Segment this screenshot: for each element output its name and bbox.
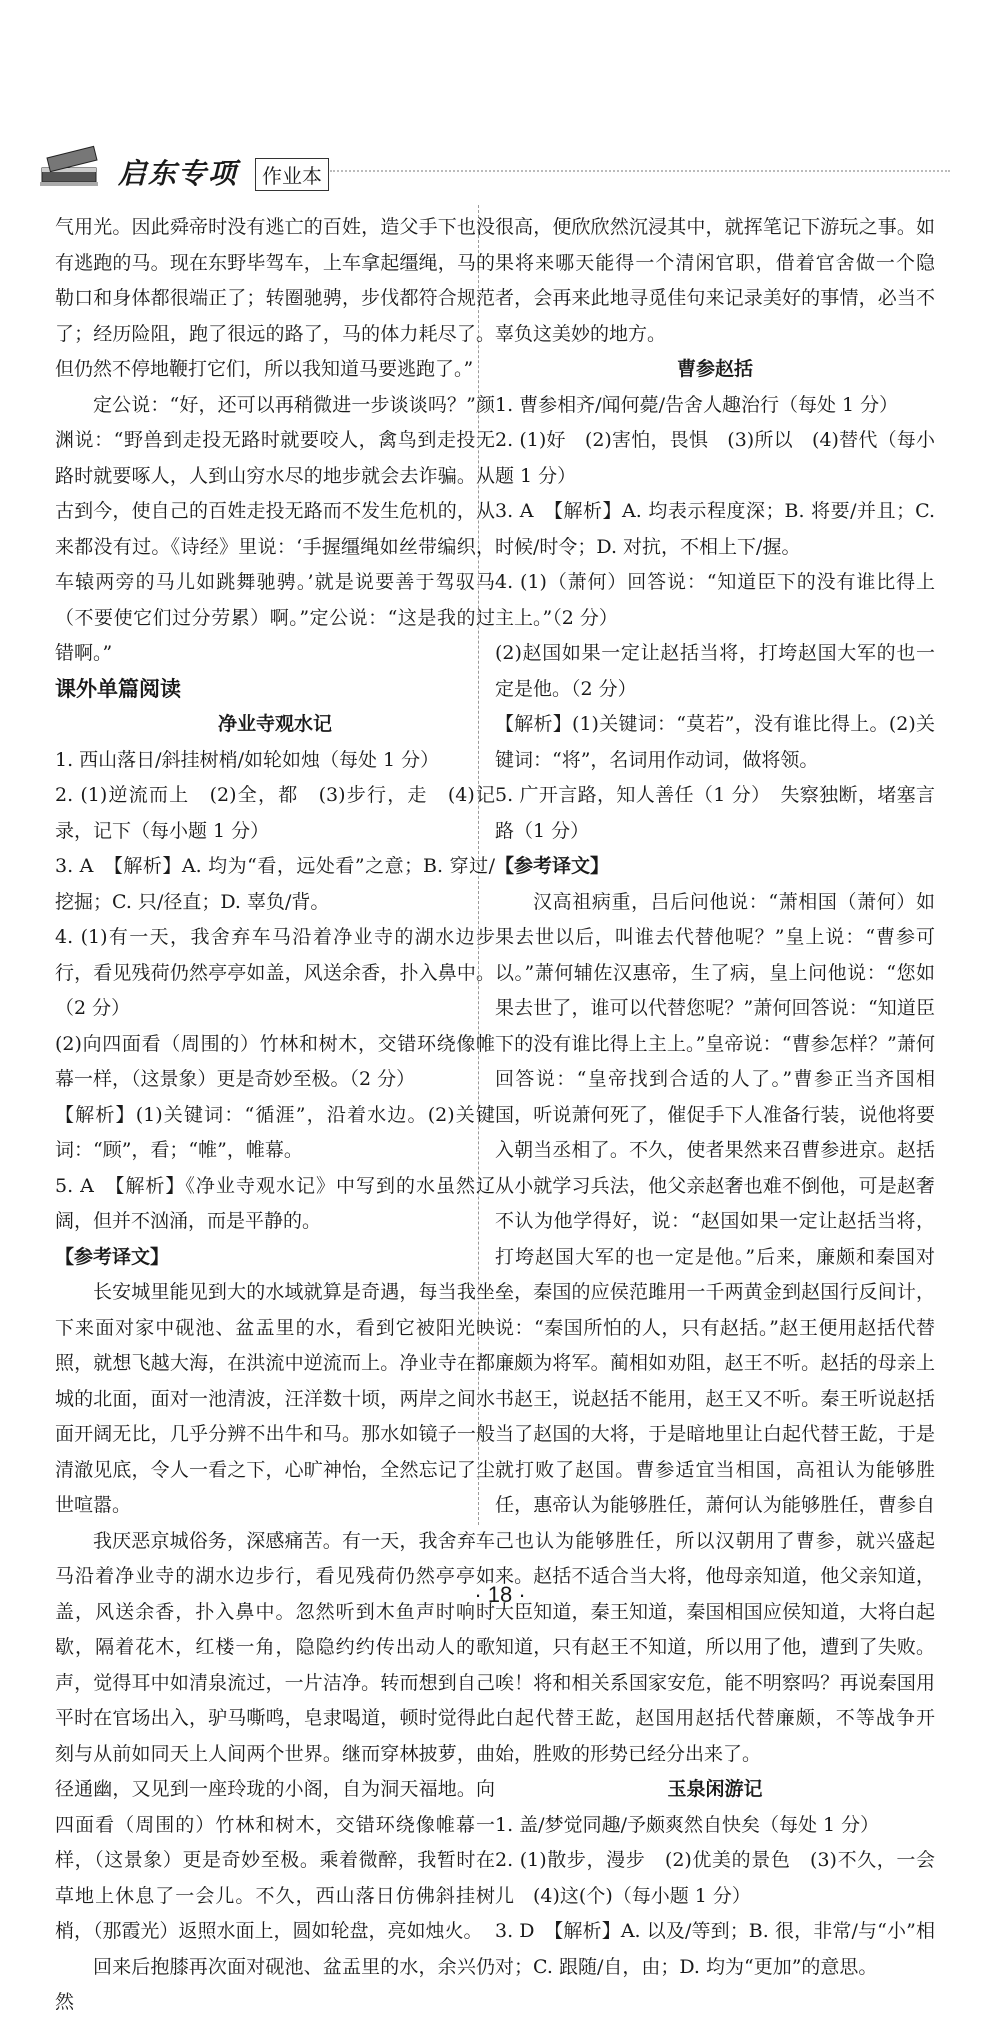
page-number: · 18 · — [474, 1582, 526, 1607]
answer-item: 3. A 【解析】A. 均表示程度深；B. 将要/并且；C. 时候/时令；D. 对抗，不相上下/握。 — [495, 500, 935, 558]
paragraph: 气用光。因此舜帝时没有逃亡的百姓，造父手下也没有逃跑的马。现在东野毕驾车，上车拿起缰绳，马的勒口和身体都很端正了；转圈驰骋，步伐都符合规范了；经历险阻，跑了很远的路了，马的体力耗尽了。但仍然不停地鞭打它们，所以我知道马要逃跑了。” — [55, 216, 495, 380]
books-icon — [38, 138, 102, 190]
answer-item: 1. 西山落日/斜挂树梢/如轮如烛（每处 1 分） — [55, 748, 440, 771]
left-column — [55, 210, 495, 2021]
answer-item: 5. 广开言路，知人善任（1 分） 失察独断，堵塞言路（1 分） — [495, 784, 935, 842]
answer-item: 1. 盖/梦觉同趣/予颇爽然自快矣（每处 1 分） — [495, 1813, 880, 1836]
translation-label: 【参考译文】 — [495, 855, 610, 877]
answer-item: 3. D 【解析】A. 以及/等到；B. 很，非常/与“小”相对；C. 跟随/自，由；D. 均为“更加”的意思。 — [495, 1920, 935, 1978]
answer-item: 2. (1)好 (2)害怕，畏惧 (3)所以 (4)替代（每小题 1 分） — [495, 429, 935, 487]
brand-subtitle: 作业本 — [255, 158, 329, 191]
answer-item: (2)赵国如果一定让赵括当将，打垮赵国大军的也一定是他。（2 分） — [495, 642, 935, 700]
answer-item: 2. (1)散步，漫步 (2)优美的景色 (3)不久，一会儿 (4)这(个)（每小题 1 分） — [495, 1849, 935, 1907]
section-heading: 课外单篇阅读 — [55, 676, 181, 701]
answer-item: 5. A 【解析】《净业寺观水记》中写到的水虽然辽阔，但并不汹涌，而是平静的。 — [55, 1174, 495, 1232]
answer-item: (2)向四面看（周围的）竹林和树木，交错环绕像帷幕一样，（这景象）更是奇妙至极。（2 分） — [55, 1032, 495, 1090]
translation-paragraph: 汉高祖病重，吕后问他说：“萧相国（萧何）如果去世以后，叫谁去代替他呢？”皇上说：“曹参可以。”萧何辅佐汉惠帝，生了病，皇上问他说：“您如果去世了，谁可以代替您呢？”萧何回答说：“知道臣下的没有谁比得上主上。”皇帝说：“曹参怎样？”萧何回答说：“皇帝找到合适的人了。”曹参正当齐国相国，听说萧何死了，催促手下人准备行装，说他将要入朝当丞相了。不久，使者果然来召曹参进京。赵括从小就学习兵法，他父亲赵奢也难不倒他，可是赵奢不认为他学得好，说：“赵国如果一定让赵括当将，打垮赵国大军的也一定是他。”后来，廉颇和秦国对垒，秦国的应侯范雎用一千两黄金到赵国行反间计，说：“秦国所怕的人，只有赵括。”赵王便用赵括代替廉颇为将军。蔺相如劝阻，赵王不听。赵括的母亲上书赵王，说赵括不能用，赵王又不听。秦王听说赵括当了赵国的大将，于是暗地里让白起代替王龁，于是就打败了赵国。曹参适宜当相国，高祖认为能够胜任，惠帝认为能够胜任，萧何认为能够胜任，曹参自己也认为能够胜任，所以汉朝用了曹参，就兴盛起来。赵括不适合当大将，他母亲知道，他父亲知道，大臣知道，秦王知道，秦国相国应侯知道，大将白起知道，只有赵王不知道，所以用了他，遭到了失败。唉！将和相关系国家安危，能不明察吗？再说秦国用白起代替王龁，赵国用赵括代替廉颇，不等战争开始，胜败的形势已经分出来了。 — [495, 890, 935, 1765]
article-title: 净业寺观水记 — [217, 713, 332, 735]
answer-analysis: 【解析】(1)关键词：“循涯”，沿着水边。(2)关键词：“顾”，看；“帷”，帷幕。 — [55, 1103, 495, 1161]
answer-item: 2. (1)逆流而上 (2)全，都 (3)步行，走 (4)记录，记下（每小题 1 分） — [55, 784, 495, 842]
answer-item: 4. (1)（萧何）回答说：“知道臣下的没有谁比得上主上。”（2 分） — [495, 571, 935, 629]
article-title: 曹参赵括 — [676, 358, 753, 380]
answer-item: 4. (1)有一天，我舍弃车马沿着净业寺的湖水边步行，看见残荷仍然亭亭如盖，风送余香，扑入鼻中。（2 分） — [55, 926, 495, 1019]
article-title: 玉泉闲游记 — [667, 1778, 763, 1800]
translation-label: 【参考译文】 — [55, 1245, 170, 1268]
right-column — [495, 210, 935, 1985]
answer-item: 1. 曹参相齐/闻何薨/告舍人趣治行（每处 1 分） — [495, 393, 899, 416]
translation-paragraph: 我厌恶京城俗务，深感痛苦。有一天，我舍弃车马沿着净业寺的湖水边步行，看见残荷仍然亭亭如盖，风送余香，扑入鼻中。忽然听到木鱼声时响时歇，隔着花木，红楼一角，隐隐约约传出动人的歌声，觉得耳中如清泉流过，一片洁净。转而想到自己平时在官场出入，驴马嘶鸣，皂隶喝道，顿时觉得此刻与从前如同天上人间两个世界。继而穿林披萝，曲径通幽，又见到一座玲珑的小阁，自为洞天福地。向四面看（周围的）竹林和树木，交错环绕像帷幕一样，（这景象）更是奇妙至极。乘着微醉，我暂时在草地上休息了一会儿。不久，西山落日仿佛斜挂树梢，（那霞光）返照水面上，圆如轮盘，亮如烛火。 — [55, 1529, 495, 1942]
brand-title: 启东专项 — [118, 157, 239, 190]
page-header — [30, 130, 960, 200]
answer-analysis: 【解析】(1)关键词：“莫若”，没有谁比得上。(2)关键词：“将”，名词用作动词，做将领。 — [495, 713, 935, 771]
header-rule — [330, 170, 950, 172]
translation-paragraph: 回来后抱膝再次面对砚池、盆盂里的水，余兴仍然 — [55, 1955, 495, 2013]
answer-item: 3. A 【解析】A. 均为“看，远处看”之意；B. 穿过/挖掘；C. 只/径直；D. 辜负/背。 — [55, 855, 495, 913]
translation-paragraph: 很高，便欣欣然沉浸其中，就挥笔记下游玩之事。如果将来哪天能得一个清闲官职，借着官舍做一个隐者，会再来此地寻觅佳句来记录美好的事情，必当不辜负这美妙的地方。 — [495, 216, 935, 345]
translation-paragraph: 长安城里能见到大的水域就算是奇遇，每当我坐下来面对家中砚池、盆盂里的水，看到它被阳光映照，就想飞越大海，在洪流中逆流而上。净业寺在都城的北面，面对一池清波，汪洋数十顷，两岸之间水面开阔无比，几乎分辨不出牛和马。那水如镜子一般清澈见底，令人一看之下，心旷神怡，全然忘记了尘世喧嚣。 — [55, 1281, 495, 1516]
paragraph: 定公说：“好，还可以再稍微进一步谈谈吗？”颜渊说：“野兽到走投无路时就要咬人，禽鸟到走投无路时就要啄人，人到山穷水尽的地步就会去诈骗。从古到今，使自己的百姓走投无路而不发生危机的，从来都没有过。《诗经》里说：‘手握缰绳如丝带编织，车辕两旁的马儿如跳舞驰骋。’就是说要善于驾驭马（不要使它们过分劳累）啊。”定公说：“这是我的过错啊。” — [55, 393, 495, 664]
